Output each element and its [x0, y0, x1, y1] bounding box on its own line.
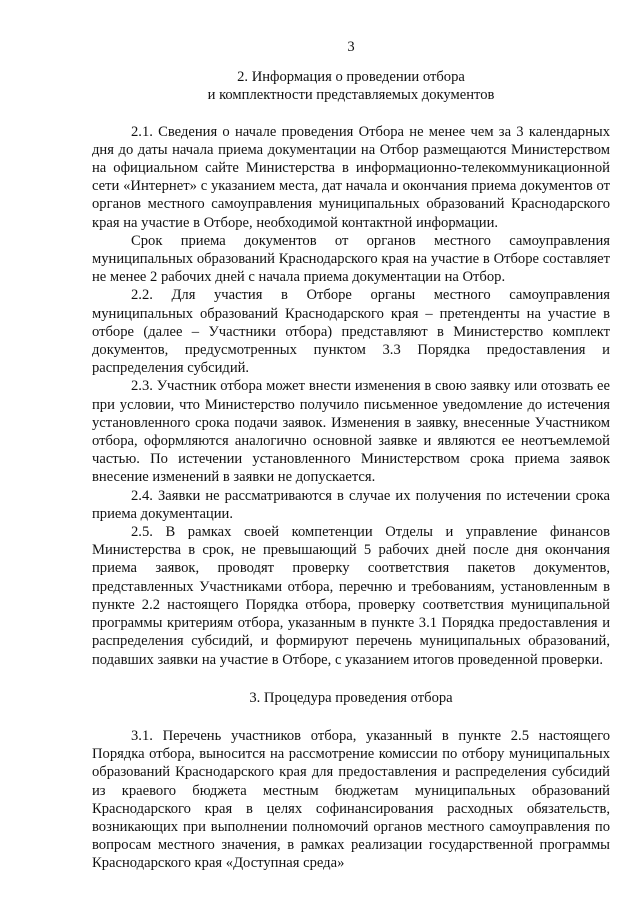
paragraph-2-4: 2.4. Заявки не рассматриваются в случае их получения по истечении срока приема документации. [92, 487, 610, 522]
section-2-title-line-2: и комплектности представляемых документов [207, 87, 495, 104]
paragraph-2-1: 2.1. Сведения о начале проведения Отбора не менее чем за 3 календарных дня до даты начала приема документации на Отбор размещаются Министерством на официальном сайте Министерства в информационно-телекоммуникационной сети «Интернет» с указанием места, дат начала и окончания приема документов от органов местного самоуправления муниципальных образований Краснодарского края на участие в Отборе, необходимой контактной информации. [92, 123, 610, 231]
section-3-heading [92, 689, 610, 707]
paragraph-2-2: 2.2. Для участия в Отборе органы местного самоуправления муниципальных образований Краснодарского края – претенденты на участие в отборе (далее – Участники отбора) представляют в Министерство комплект документов, предусмотренных пунктом 3.3 Порядка предоставления и распределения субсидий. [92, 287, 610, 377]
section-2-body [92, 123, 610, 669]
section-3-title: 3. Процедура проведения отбора [249, 689, 453, 706]
paragraph-3-1: 3.1. Перечень участников отбора, указанный в пункте 2.5 настоящего Порядка отбора, выносится на рассмотрение комиссии по отбору муниципальных образований Краснодарского края для предоставления и распределения субсидий из краевого бюджета местным бюджетам муниципальных образований Краснодарского края в целях софинансирования расходных обязательств, возникающих при выполнении полномочий органов местного самоуправления по вопросам местного значения, в рамках реализации государственной программы Краснодарского края «Доступная среда» [92, 727, 610, 872]
section-2-title-line-1: 2. Информация о проведении отбора [237, 69, 465, 86]
section-3-body [92, 727, 610, 873]
paragraph-deadline: Срок приема документов от органов местного самоуправления муниципальных образований Краснодарского края на участие в Отборе составляет не менее 2 рабочих дней с начала приема документации на Отбор. [92, 232, 610, 286]
document-page [92, 38, 610, 873]
paragraph-2-5: 2.5. В рамках своей компетенции Отделы и управление финансов Министерства в срок, не превышающий 5 рабочих дней после дня окончания приема заявок, проводят проверку соответствия пакетов документов, представленных Участниками отбора, перечню и требованиям, установленным в пункте 2.2 настоящего Порядка отбора, проверку соответствия муниципальной программы критериям отбора, указанным в пункте 3.1 Порядка предоставления и распределения субсидий, и формируют перечень муниципальных образований, подавших заявки на участие в Отборе, с указанием итогов проведенной проверки. [92, 524, 610, 668]
page-number: 3 [347, 39, 355, 55]
paragraph-2-3: 2.3. Участник отбора может внести изменения в свою заявку или отозвать ее при условии, что Министерство получило письменное уведомление до истечения установленного срока подачи заявок. Изменения в заявку, внесенные Участником отбора, оформляются аналогично основной заявке и являются ее неотъемлемой частью. По истечении установленного Министерством срока приема заявок внесение изменений в заявки не допускается. [92, 378, 610, 486]
section-2-heading [92, 68, 610, 104]
